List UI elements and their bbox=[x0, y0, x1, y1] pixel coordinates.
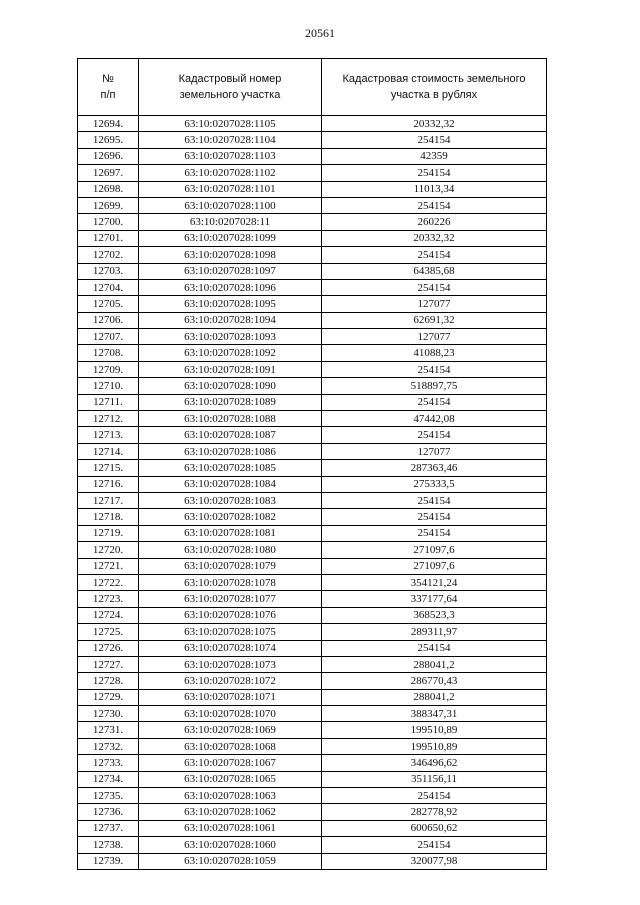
cadastral-number-cell: 63:10:0207028:1078 bbox=[139, 574, 322, 590]
cadastral-number-cell: 63:10:0207028:1081 bbox=[139, 525, 322, 541]
cadastral-number-cell: 63:10:0207028:1073 bbox=[139, 656, 322, 672]
cadastral-number-cell: 63:10:0207028:1061 bbox=[139, 820, 322, 836]
cadastral-value-cell: 127077 bbox=[322, 296, 547, 312]
cadastral-number-cell: 63:10:0207028:1097 bbox=[139, 263, 322, 279]
page-number: 20561 bbox=[305, 26, 335, 40]
row-number-cell: 12698. bbox=[78, 181, 139, 197]
table-row bbox=[78, 296, 547, 312]
cadastral-number-cell: 63:10:0207028:1059 bbox=[139, 853, 322, 869]
table-row bbox=[78, 116, 547, 132]
cadastral-value-cell: 254154 bbox=[322, 197, 547, 213]
table-row bbox=[78, 624, 547, 640]
row-number-cell: 12712. bbox=[78, 411, 139, 427]
cadastral-number-cell: 63:10:0207028:1074 bbox=[139, 640, 322, 656]
cadastral-value-cell: 199510,89 bbox=[322, 738, 547, 754]
cadastral-value-cell: 271097,6 bbox=[322, 542, 547, 558]
table-row bbox=[78, 329, 547, 345]
cadastral-number-cell: 63:10:0207028:1100 bbox=[139, 197, 322, 213]
cadastral-value-cell: 287363,46 bbox=[322, 460, 547, 476]
table-row bbox=[78, 837, 547, 853]
cadastral-value-cell: 127077 bbox=[322, 329, 547, 345]
cadastral-value-cell: 254154 bbox=[322, 165, 547, 181]
cadastral-value-cell: 11013,34 bbox=[322, 181, 547, 197]
row-number-cell: 12739. bbox=[78, 853, 139, 869]
table-row bbox=[78, 361, 547, 377]
row-number-cell: 12720. bbox=[78, 542, 139, 558]
row-number-cell: 12734. bbox=[78, 771, 139, 787]
row-number-cell: 12738. bbox=[78, 837, 139, 853]
row-number-cell: 12722. bbox=[78, 574, 139, 590]
table-row bbox=[78, 771, 547, 787]
table-row bbox=[78, 722, 547, 738]
table-row bbox=[78, 279, 547, 295]
cadastral-value-cell: 254154 bbox=[322, 132, 547, 148]
row-number-cell: 12719. bbox=[78, 525, 139, 541]
row-number-cell: 12699. bbox=[78, 197, 139, 213]
row-number-cell: 12717. bbox=[78, 492, 139, 508]
cadastral-number-cell: 63:10:0207028:1084 bbox=[139, 476, 322, 492]
row-number-cell: 12723. bbox=[78, 591, 139, 607]
row-number-cell: 12735. bbox=[78, 788, 139, 804]
cadastral-value-cell: 20332,32 bbox=[322, 116, 547, 132]
table-row bbox=[78, 591, 547, 607]
cadastral-value-cell: 271097,6 bbox=[322, 558, 547, 574]
cadastral-number-cell: 63:10:0207028:1072 bbox=[139, 673, 322, 689]
cadastral-number-cell: 63:10:0207028:1060 bbox=[139, 837, 322, 853]
cadastral-number-cell: 63:10:0207028:1094 bbox=[139, 312, 322, 328]
cadastral-number-cell: 63:10:0207028:1092 bbox=[139, 345, 322, 361]
table-row bbox=[78, 345, 547, 361]
cadastral-number-cell: 63:10:0207028:1062 bbox=[139, 804, 322, 820]
table-row bbox=[78, 673, 547, 689]
row-number-cell: 12714. bbox=[78, 443, 139, 459]
cadastral-number-cell: 63:10:0207028:1095 bbox=[139, 296, 322, 312]
table-row bbox=[78, 689, 547, 705]
cadastral-value-cell: 64385,68 bbox=[322, 263, 547, 279]
table-row bbox=[78, 148, 547, 164]
cadastral-number-cell: 63:10:0207028:1087 bbox=[139, 427, 322, 443]
row-number-cell: 12724. bbox=[78, 607, 139, 623]
cadastral-number-cell: 63:10:0207028:1090 bbox=[139, 378, 322, 394]
row-number-cell: 12696. bbox=[78, 148, 139, 164]
cadastral-value-cell: 354121,24 bbox=[322, 574, 547, 590]
row-number-cell: 12705. bbox=[78, 296, 139, 312]
row-number-cell: 12701. bbox=[78, 230, 139, 246]
table-row bbox=[78, 165, 547, 181]
table-row bbox=[78, 656, 547, 672]
table-row bbox=[78, 706, 547, 722]
row-number-cell: 12711. bbox=[78, 394, 139, 410]
cadastral-value-cell: 288041,2 bbox=[322, 656, 547, 672]
cadastral-number-cell: 63:10:0207028:1093 bbox=[139, 329, 322, 345]
cadastral-value-cell: 275333,5 bbox=[322, 476, 547, 492]
table-row bbox=[78, 230, 547, 246]
table-row bbox=[78, 460, 547, 476]
row-number-cell: 12706. bbox=[78, 312, 139, 328]
cadastral-value-cell: 127077 bbox=[322, 443, 547, 459]
cadastral-number-cell: 63:10:0207028:1079 bbox=[139, 558, 322, 574]
row-number-cell: 12732. bbox=[78, 738, 139, 754]
cadastral-number-cell: 63:10:0207028:1077 bbox=[139, 591, 322, 607]
row-number-cell: 12730. bbox=[78, 706, 139, 722]
cadastral-number-cell: 63:10:0207028:1102 bbox=[139, 165, 322, 181]
cadastral-value-cell: 337177,64 bbox=[322, 591, 547, 607]
row-number-cell: 12702. bbox=[78, 247, 139, 263]
row-number-cell: 12729. bbox=[78, 689, 139, 705]
table-row bbox=[78, 411, 547, 427]
cadastral-value-table bbox=[77, 58, 547, 870]
cadastral-value-cell: 351156,11 bbox=[322, 771, 547, 787]
cadastral-value-cell: 47442,08 bbox=[322, 411, 547, 427]
table-row bbox=[78, 427, 547, 443]
table-row bbox=[78, 607, 547, 623]
row-number-cell: 12726. bbox=[78, 640, 139, 656]
cadastral-number-cell: 63:10:0207028:1089 bbox=[139, 394, 322, 410]
table-row bbox=[78, 738, 547, 754]
row-number-cell: 12715. bbox=[78, 460, 139, 476]
cadastral-number-cell: 63:10:0207028:1065 bbox=[139, 771, 322, 787]
row-number-cell: 12704. bbox=[78, 279, 139, 295]
table-row bbox=[78, 804, 547, 820]
cadastral-number-cell: 63:10:0207028:1088 bbox=[139, 411, 322, 427]
table-row bbox=[78, 492, 547, 508]
cadastral-value-cell: 388347,31 bbox=[322, 706, 547, 722]
cadastral-value-cell: 254154 bbox=[322, 837, 547, 853]
cadastral-value-cell: 518897,75 bbox=[322, 378, 547, 394]
cadastral-value-cell: 254154 bbox=[322, 509, 547, 525]
cadastral-number-cell: 63:10:0207028:1091 bbox=[139, 361, 322, 377]
cadastral-value-cell: 254154 bbox=[322, 361, 547, 377]
header-cadastral-value: Кадастровая стоимость земельного участка в рублях bbox=[322, 59, 547, 116]
row-number-cell: 12694. bbox=[78, 116, 139, 132]
table-row bbox=[78, 394, 547, 410]
table-row bbox=[78, 197, 547, 213]
cadastral-value-cell: 289311,97 bbox=[322, 624, 547, 640]
table-row bbox=[78, 558, 547, 574]
cadastral-number-cell: 63:10:0207028:1103 bbox=[139, 148, 322, 164]
cadastral-number-cell: 63:10:0207028:1071 bbox=[139, 689, 322, 705]
table-row bbox=[78, 443, 547, 459]
table-row bbox=[78, 525, 547, 541]
table-row bbox=[78, 476, 547, 492]
cadastral-number-cell: 63:10:0207028:1070 bbox=[139, 706, 322, 722]
table-row bbox=[78, 820, 547, 836]
cadastral-number-cell: 63:10:0207028:1068 bbox=[139, 738, 322, 754]
cadastral-value-cell: 254154 bbox=[322, 492, 547, 508]
row-number-cell: 12695. bbox=[78, 132, 139, 148]
cadastral-value-cell: 41088,23 bbox=[322, 345, 547, 361]
cadastral-value-cell: 254154 bbox=[322, 640, 547, 656]
cadastral-value-cell: 254154 bbox=[322, 279, 547, 295]
table-body bbox=[78, 116, 547, 870]
cadastral-value-cell: 42359 bbox=[322, 148, 547, 164]
row-number-cell: 12709. bbox=[78, 361, 139, 377]
row-number-cell: 12736. bbox=[78, 804, 139, 820]
cadastral-value-cell: 288041,2 bbox=[322, 689, 547, 705]
table-row bbox=[78, 788, 547, 804]
cadastral-number-cell: 63:10:0207028:1069 bbox=[139, 722, 322, 738]
row-number-cell: 12727. bbox=[78, 656, 139, 672]
cadastral-number-cell: 63:10:0207028:1096 bbox=[139, 279, 322, 295]
cadastral-value-cell: 260226 bbox=[322, 214, 547, 230]
table-row bbox=[78, 542, 547, 558]
cadastral-value-cell: 254154 bbox=[322, 394, 547, 410]
table-row bbox=[78, 263, 547, 279]
row-number-cell: 12697. bbox=[78, 165, 139, 181]
row-number-cell: 12733. bbox=[78, 755, 139, 771]
cadastral-value-cell: 282778,92 bbox=[322, 804, 547, 820]
row-number-cell: 12728. bbox=[78, 673, 139, 689]
row-number-cell: 12710. bbox=[78, 378, 139, 394]
cadastral-number-cell: 63:10:0207028:1076 bbox=[139, 607, 322, 623]
row-number-cell: 12707. bbox=[78, 329, 139, 345]
table-row bbox=[78, 132, 547, 148]
cadastral-value-cell: 199510,89 bbox=[322, 722, 547, 738]
cadastral-value-cell: 254154 bbox=[322, 247, 547, 263]
table-row bbox=[78, 574, 547, 590]
cadastral-value-cell: 286770,43 bbox=[322, 673, 547, 689]
cadastral-number-cell: 63:10:0207028:1083 bbox=[139, 492, 322, 508]
cadastral-number-cell: 63:10:0207028:1101 bbox=[139, 181, 322, 197]
cadastral-value-cell: 600650,62 bbox=[322, 820, 547, 836]
table-row bbox=[78, 214, 547, 230]
cadastral-value-cell: 368523,3 bbox=[322, 607, 547, 623]
cadastral-value-cell: 254154 bbox=[322, 427, 547, 443]
table-row bbox=[78, 181, 547, 197]
cadastral-number-cell: 63:10:0207028:1105 bbox=[139, 116, 322, 132]
cadastral-number-cell: 63:10:0207028:11 bbox=[139, 214, 322, 230]
cadastral-number-cell: 63:10:0207028:1085 bbox=[139, 460, 322, 476]
cadastral-number-cell: 63:10:0207028:1063 bbox=[139, 788, 322, 804]
cadastral-value-cell: 254154 bbox=[322, 525, 547, 541]
row-number-cell: 12737. bbox=[78, 820, 139, 836]
row-number-cell: 12713. bbox=[78, 427, 139, 443]
cadastral-number-cell: 63:10:0207028:1099 bbox=[139, 230, 322, 246]
cadastral-value-cell: 320077,98 bbox=[322, 853, 547, 869]
cadastral-value-cell: 346496,62 bbox=[322, 755, 547, 771]
row-number-cell: 12700. bbox=[78, 214, 139, 230]
table-row bbox=[78, 640, 547, 656]
table-row bbox=[78, 509, 547, 525]
row-number-cell: 12721. bbox=[78, 558, 139, 574]
row-number-cell: 12708. bbox=[78, 345, 139, 361]
cadastral-value-cell: 254154 bbox=[322, 788, 547, 804]
header-row-number: № п/п bbox=[78, 59, 139, 116]
row-number-cell: 12703. bbox=[78, 263, 139, 279]
header-cadastral-number: Кадастровый номер земельного участка bbox=[139, 59, 322, 116]
cadastral-number-cell: 63:10:0207028:1082 bbox=[139, 509, 322, 525]
table-row bbox=[78, 378, 547, 394]
row-number-cell: 12725. bbox=[78, 624, 139, 640]
cadastral-number-cell: 63:10:0207028:1075 bbox=[139, 624, 322, 640]
row-number-cell: 12716. bbox=[78, 476, 139, 492]
row-number-cell: 12718. bbox=[78, 509, 139, 525]
cadastral-value-cell: 62691,32 bbox=[322, 312, 547, 328]
table-row bbox=[78, 247, 547, 263]
cadastral-number-cell: 63:10:0207028:1098 bbox=[139, 247, 322, 263]
cadastral-number-cell: 63:10:0207028:1104 bbox=[139, 132, 322, 148]
row-number-cell: 12731. bbox=[78, 722, 139, 738]
table-header-row bbox=[78, 59, 547, 116]
table-row bbox=[78, 853, 547, 869]
cadastral-number-cell: 63:10:0207028:1067 bbox=[139, 755, 322, 771]
cadastral-number-cell: 63:10:0207028:1086 bbox=[139, 443, 322, 459]
table-row bbox=[78, 312, 547, 328]
cadastral-value-cell: 20332,32 bbox=[322, 230, 547, 246]
table-row bbox=[78, 755, 547, 771]
cadastral-number-cell: 63:10:0207028:1080 bbox=[139, 542, 322, 558]
